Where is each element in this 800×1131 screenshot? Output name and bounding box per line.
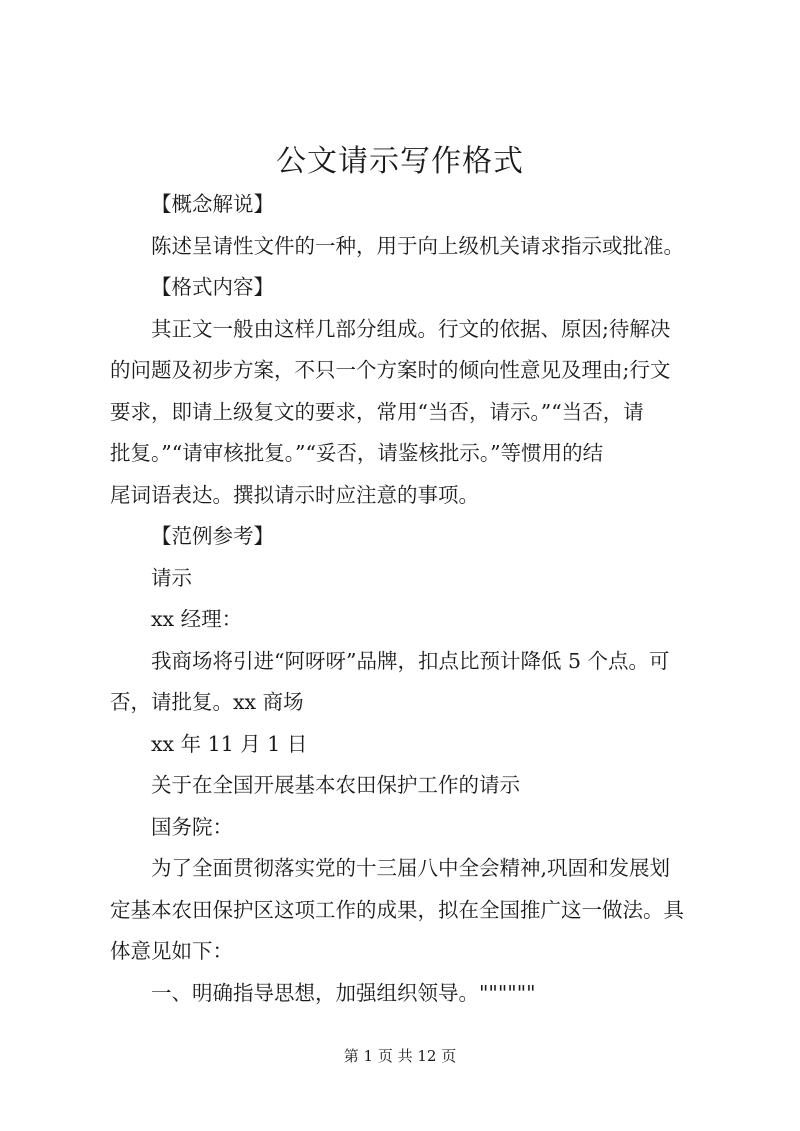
document-line: 批复。”“请审核批复。”“妥否，请鉴核批示。”等惯用的结 bbox=[110, 441, 604, 465]
document-line: 【格式内容】 bbox=[151, 275, 274, 299]
document-body bbox=[110, 184, 710, 1014]
document-line: 定基本农田保护区这项工作的成果，拟在全国推广这一做法。具 bbox=[110, 897, 684, 922]
document-line: 一、明确指导思想，加强组织领导。"""""" bbox=[151, 980, 536, 1005]
document-line: xx 经理： bbox=[151, 607, 243, 631]
document-title: 公文请示写作格式 bbox=[276, 144, 524, 179]
document-line: 关于在全国开展基本农田保护工作的请示 bbox=[151, 773, 520, 797]
document-line: xx 年 11 月 1 日 bbox=[151, 731, 308, 756]
document-line: 请示 bbox=[151, 565, 192, 590]
document-line: 其正文一般由这样几部分组成。行文的依据、原因;待解决 bbox=[151, 316, 671, 341]
document-line: 【概念解说】 bbox=[151, 192, 274, 216]
document-line: 国务院： bbox=[151, 814, 233, 839]
document-line: 【范例参考】 bbox=[151, 524, 274, 548]
document-line: 我商场将引进“阿呀呀”品牌，扣点比预计降低 5 个点。可 bbox=[151, 648, 670, 673]
document-line: 体意见如下： bbox=[110, 939, 233, 963]
document-line: 为了全面贯彻落实党的十三届八中全会精神,巩固和发展划 bbox=[151, 856, 671, 880]
document-line: 陈述呈请性文件的一种，用于向上级机关请求指示或批准。 bbox=[151, 233, 684, 258]
page-footer: 第 1 页 共 12 页 bbox=[343, 1047, 457, 1065]
document-line: 要求，即请上级复文的要求，常用“当否，请示。”“当否，请 bbox=[110, 399, 644, 424]
document-line: 否，请批复。xx 商场 bbox=[110, 690, 304, 714]
document-line: 的问题及初步方案，不只一个方案时的倾向性意见及理由;行文 bbox=[110, 358, 671, 382]
document-line: 尾词语表达。撰拟请示时应注意的事项。 bbox=[110, 482, 479, 507]
